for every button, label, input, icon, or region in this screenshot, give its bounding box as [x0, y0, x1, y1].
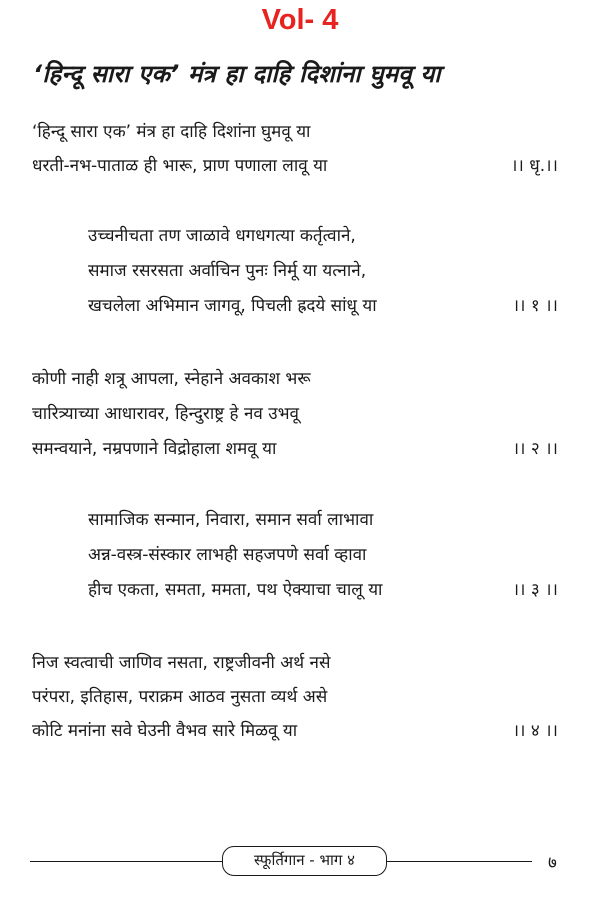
footer-book-title: स्फूर्तिगान - भाग ४ [222, 846, 387, 876]
stanza-2-line-1: कोणी नाही शत्रू आपला, स्नेहाने अवकाश भरू [32, 369, 311, 389]
stanza-1-line-1: उच्चनीचता तण जाळावे धगधगत्या कर्तृत्वाने, [88, 226, 356, 246]
refrain-line-2: धरती-नभ-पाताळ ही भारू, प्राण पणाला लावू या [32, 156, 328, 176]
stanza-4-line-3: कोटि मनांना सवे घेउनी वैभव सारे मिळवू या [32, 721, 298, 741]
refrain-line-1: ‘हिन्दू सारा एक’ मंत्र हा दाहि दिशांना घुमवू या [32, 122, 311, 142]
stanza-3-line-3: हीच एकता, समता, ममता, पथ ऐक्याचा चालू या [88, 580, 383, 600]
stanza-3-line-1: सामाजिक सन्मान, निवारा, समान सर्वा लाभावा [88, 510, 374, 530]
stanza-4-marker: ।। ४ ।। [512, 721, 558, 741]
stanza-3-marker: ।। ३ ।। [512, 580, 558, 600]
refrain-marker: ।। धृ.।। [510, 156, 558, 176]
stanza-4-line-1: निज स्वत्वाची जाणिव नसता, राष्ट्रजीवनी अर्थ नसे [32, 653, 331, 673]
footer-rule-right [387, 861, 532, 862]
stanza-4-line-2: परंपरा, इतिहास, पराक्रम आठव नुसता व्यर्थ असे [32, 687, 328, 707]
footer-rule-left [30, 861, 222, 862]
page-number: ७ [548, 853, 557, 873]
stanza-2-line-2: चारित्र्याच्या आधारावर, हिन्दुराष्ट्र हे नव उभवू [32, 404, 299, 424]
stanza-1-line-2: समाज रसरसता अर्वाचिन पुनः निर्मू या यत्नाने, [88, 261, 367, 281]
stanza-1-line-3: खचलेला अभिमान जागवू, पिचली ह्रदये सांधू या [88, 296, 377, 316]
volume-label: Vol- 4 [261, 4, 339, 36]
song-title: ‘हिन्दू सारा एक’ मंत्र हा दाहि दिशांना घुमवू या [33, 60, 441, 88]
stanza-3-line-2: अन्न-वस्त्र-संस्कार लाभही सहजपणे सर्वा व्हावा [88, 545, 367, 565]
stanza-2-line-3: समन्वयाने, नम्रपणाने विद्रोहाला शमवू या [32, 439, 277, 459]
stanza-2-marker: ।। २ ।। [512, 439, 558, 459]
stanza-1-marker: ।। १ ।। [512, 296, 558, 316]
